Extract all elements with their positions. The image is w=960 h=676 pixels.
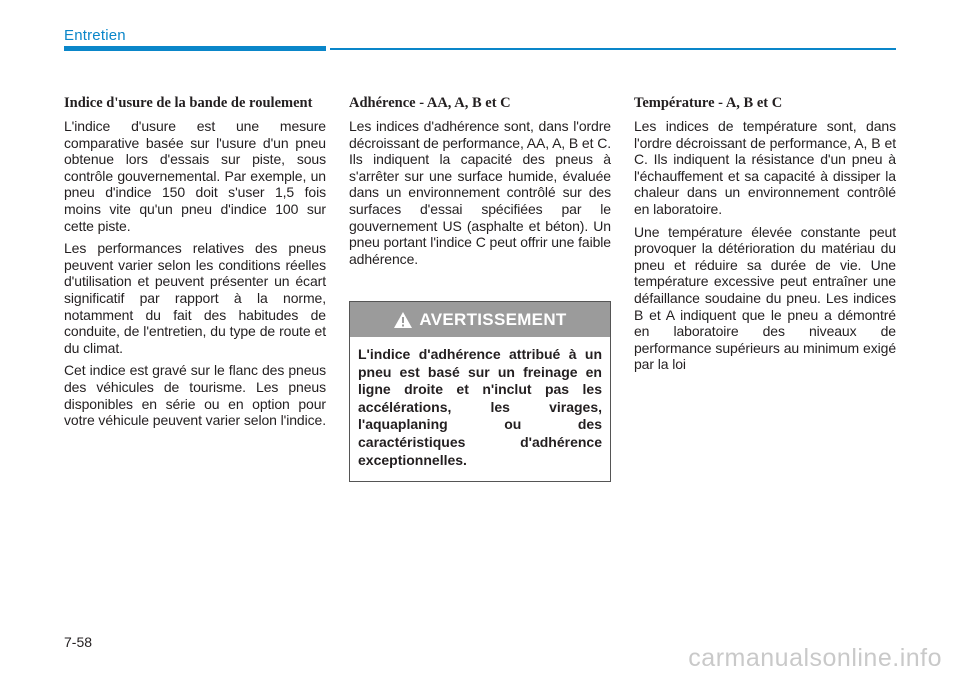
watermark: carmanualsonline.info — [688, 644, 942, 672]
header-rule-thin — [330, 48, 896, 50]
column-temperature — [634, 95, 896, 379]
temperature-paragraph-1: Les indices de température sont, dans l'ordre décroissant de performance, A, B et C. Ils indiquent la résistance d'un pneu à l'échauffement et sa capacité à dissiper la chaleur dans un environnement contrôlé en laboratoire. — [634, 118, 896, 217]
header-rule-thick — [64, 46, 326, 51]
tread-wear-paragraph-3: Cet indice est gravé sur le flanc des pneus des véhicules de tourisme. Les pneus disponibles en série ou en option pour votre véhicule peuvent varier selon l'indice. — [64, 362, 326, 429]
traction-paragraph-1: Les indices d'adhérence sont, dans l'ordre décroissant de performance, AA, A, B et C. Ils indiquent la capacité des pneus à s'arrêter sur une surface humide, évaluée dans un environnement contrôlé sur des surfaces d'essai spécifiées par le gouvernement US (asphalte et béton). Un pneu portant l'indice C peut offrir une faible adhérence. — [349, 118, 611, 267]
page-number: 7-58 — [64, 634, 93, 650]
temperature-paragraph-2: Une température élevée constante peut provoquer la détérioration du matériau du pneu et réduire sa durée de vie. Une température excessive peut entraîner une défaillance soudaine du pneu. Les indices B et A indiquent que le pneu a démontré en laboratoire des niveaux de performance supérieurs au minimum exigé par la loi — [634, 223, 896, 373]
section-title: Entretien — [64, 27, 126, 44]
column-traction — [349, 95, 611, 273]
warning-title: AVERTISSEMENT — [419, 309, 567, 329]
warning-triangle-icon — [393, 311, 413, 329]
warning-header — [350, 302, 610, 337]
warning-box — [349, 301, 611, 482]
warning-text: L'indice d'adhérence attribué à un pneu est basé sur un freinage en ligne droite et n'inclut pas les accélérations, les virages, l'aquaplaning ou des caractéristiques d'adhérence exceptionnelles. — [358, 346, 602, 468]
tread-wear-heading: Indice d'usure de la bande de roulement — [64, 95, 313, 111]
temperature-heading: Température - A, B et C — [634, 95, 783, 111]
column-tread-wear — [64, 95, 326, 435]
traction-heading: Adhérence - AA, A, B et C — [349, 95, 511, 111]
tread-wear-paragraph-1: L'indice d'usure est une mesure comparative basée sur l'usure d'un pneu obtenue lors d'essais sur piste, sous contrôle gouvernemental. Par exemple, un pneu d'indice 150 doit s'user 1,5 fois moins vite qu'un pneu d'indice 100 sur cette piste. — [64, 118, 326, 234]
tread-wear-paragraph-2: Les performances relatives des pneus peuvent varier selon les conditions réelles d'utilisation et peuvent présenter un écart significatif par rapport à la norme, notamment du fait des habitudes de conduite, de l'entretien, du type de route et du climat. — [64, 240, 326, 356]
